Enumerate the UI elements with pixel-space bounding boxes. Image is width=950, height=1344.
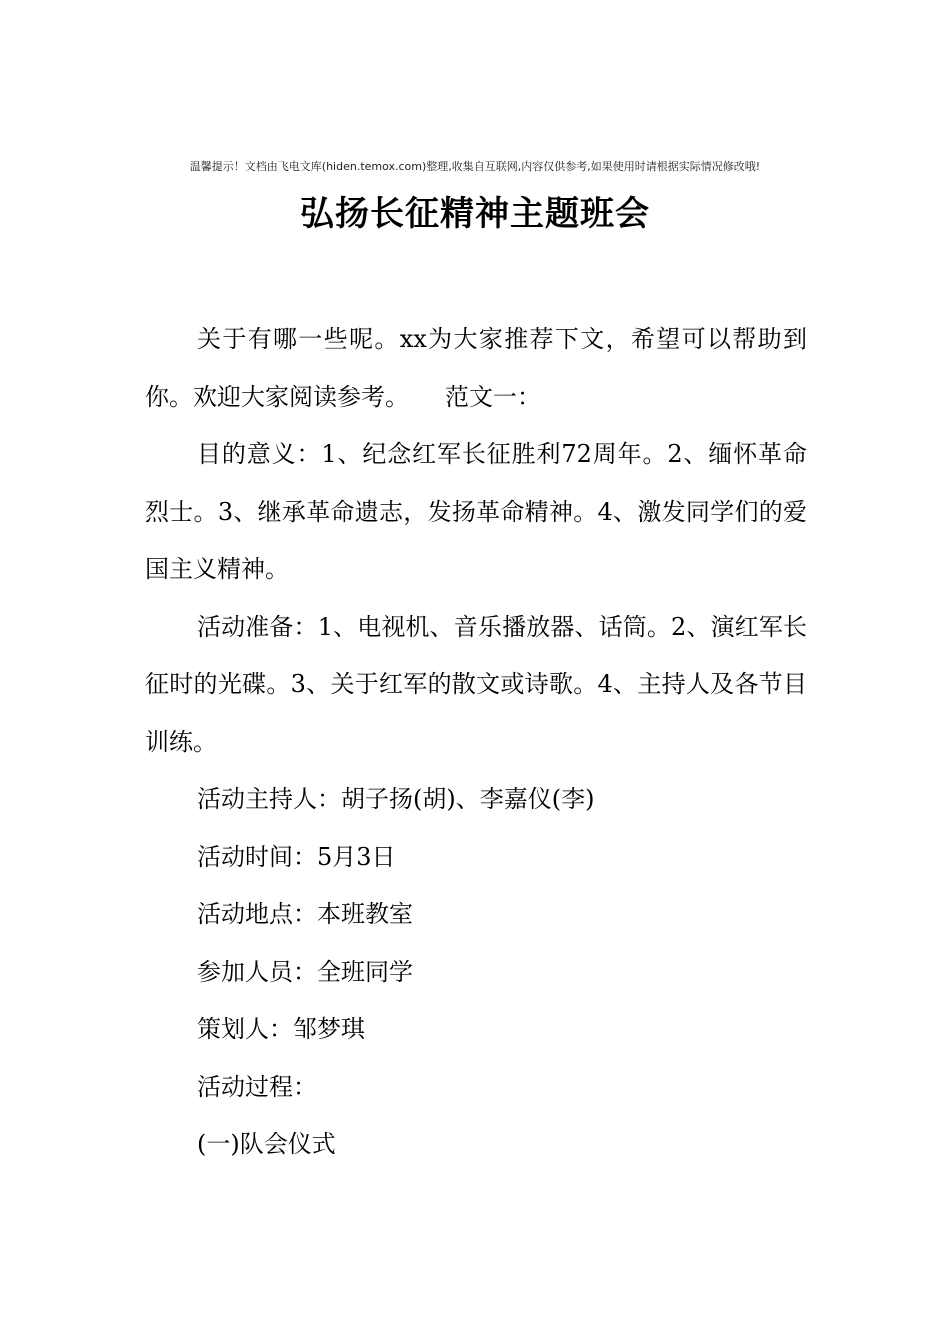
paragraph-section-one: (一)队会仪式 [197, 1130, 336, 1158]
document-title: 弘扬长征精神主题班会 [300, 194, 650, 234]
paragraph-participants: 参加人员：全班同学 [197, 957, 413, 986]
paragraph-time: 活动时间：5月3日 [197, 842, 396, 871]
paragraph-process: 活动过程： [197, 1072, 317, 1101]
paragraph-intro: 关于有哪一些呢。xx为大家推荐下文，希望可以帮助到你。欢迎大家阅读参考。 范文一： [145, 325, 807, 411]
paragraph-location: 活动地点：本班教室 [197, 900, 413, 928]
paragraph-preparation: 活动准备：1、电视机、音乐播放器、话筒。2、演红军长征时的光碟。3、关于红军的散文或诗歌。4、主持人及各节目训练。 [145, 612, 807, 756]
document-body [145, 311, 807, 1174]
paragraph-host: 活动主持人：胡子扬(胡)、李嘉仪(李) [197, 785, 595, 813]
paragraph-purpose: 目的意义：1、纪念红军长征胜利72周年。2、缅怀革命烈士。3、继承革命遗志，发扬革命精神。4、激发同学们的爱国主义精神。 [145, 440, 807, 583]
paragraph-planner: 策划人：邹梦琪 [197, 1015, 365, 1043]
header-notice: 温馨提示！文档由飞电文库(hiden.temox.com)整理,收集自互联网,内容仅供参考,如果使用时请根据实际情况修改哦! [189, 160, 761, 173]
